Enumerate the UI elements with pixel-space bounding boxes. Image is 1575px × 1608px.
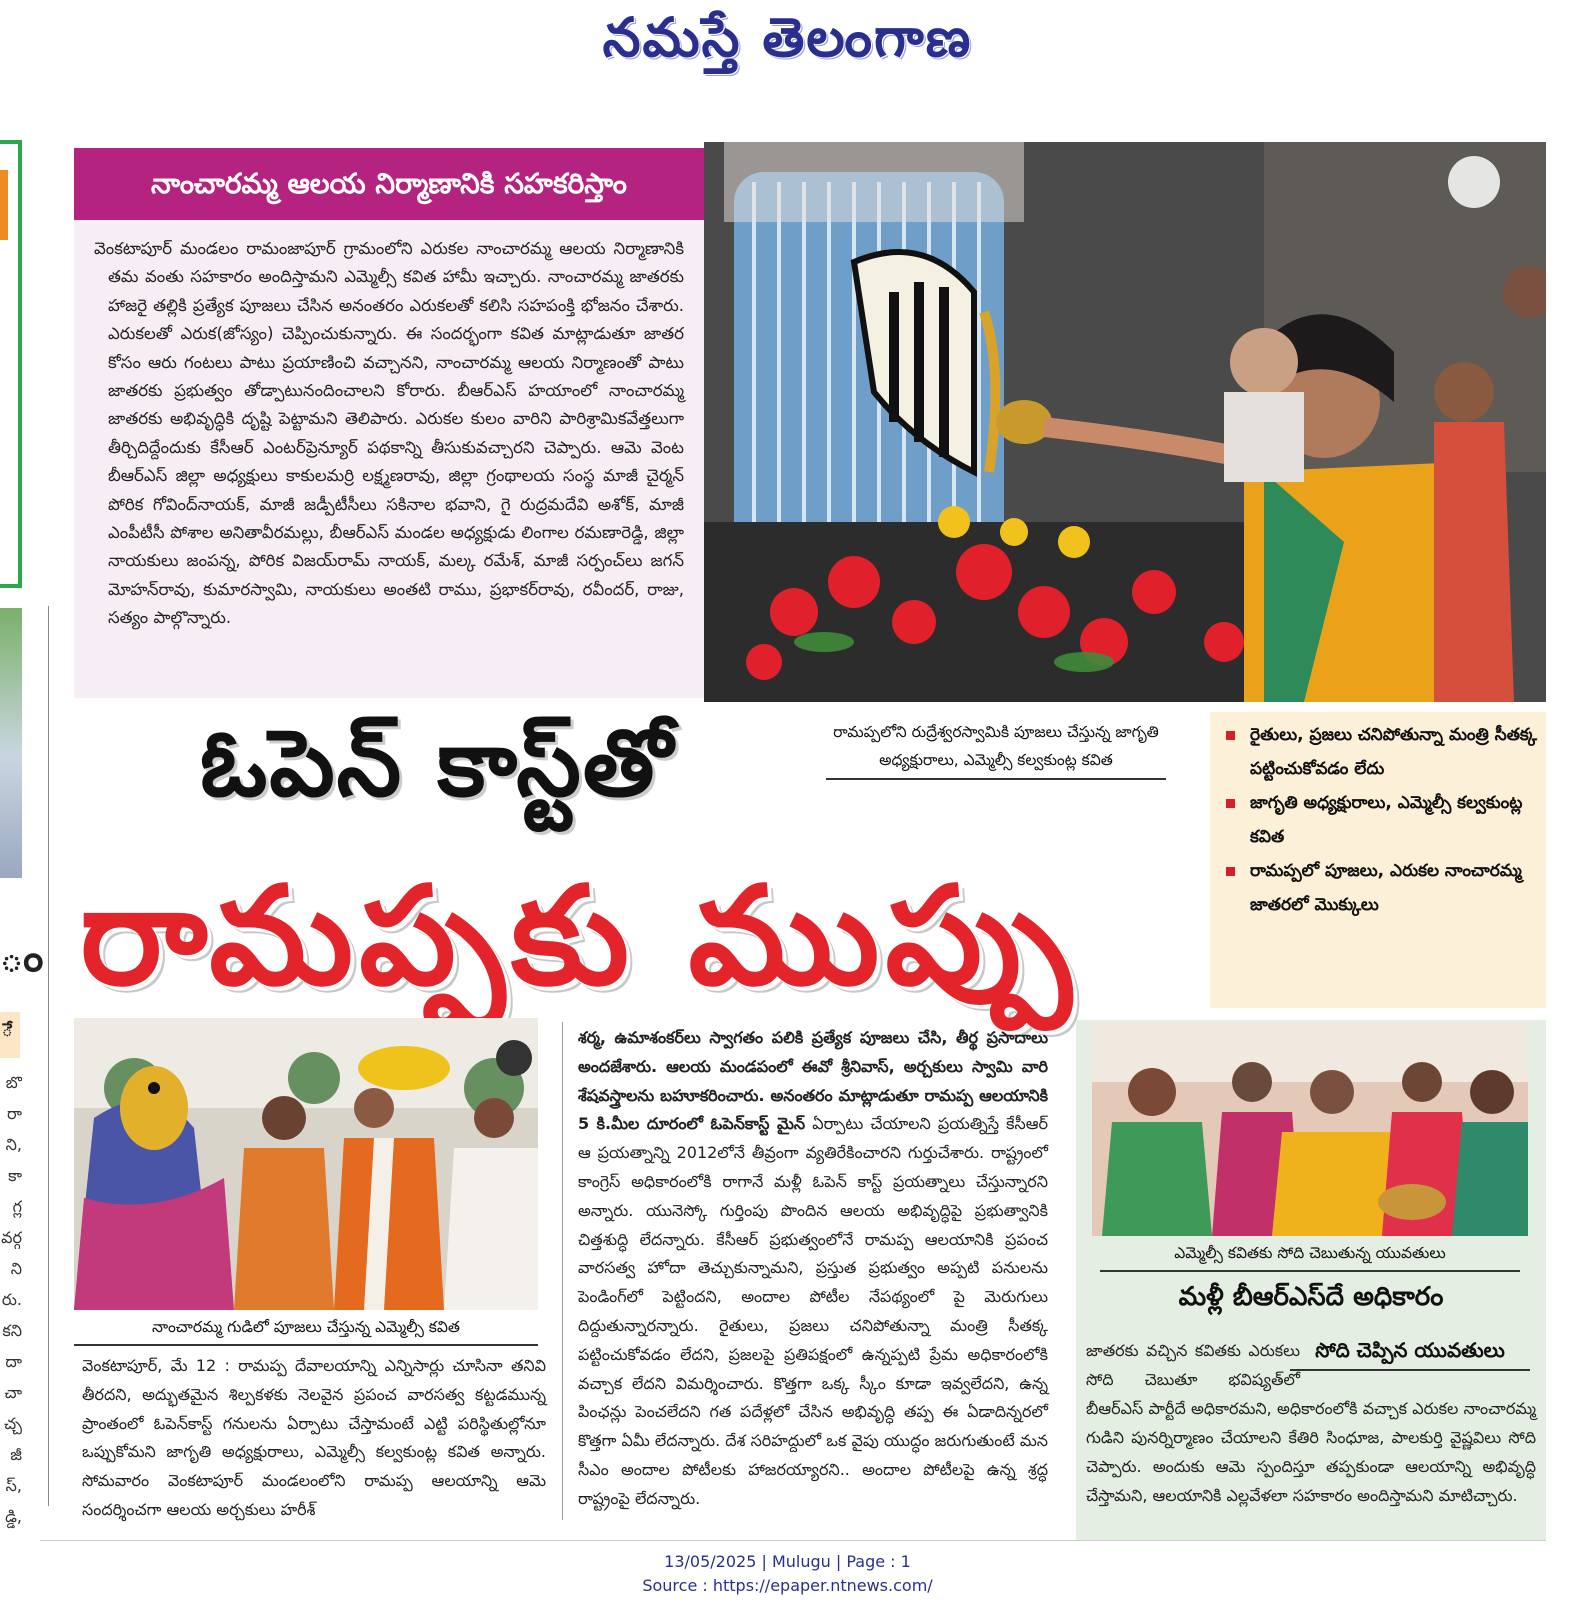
- highlight-item: [1222, 854, 1544, 922]
- nancharamma-photo-illustration: [74, 1018, 538, 1310]
- top-story-heading: నాంచారమ్మ ఆలయ నిర్మాణానికి సహకరిస్తాం: [74, 148, 704, 220]
- left-fragment: రు.: [1, 1290, 22, 1309]
- youth-photo-illustration: [1092, 1022, 1528, 1236]
- left-fragment: జీ: [10, 1445, 22, 1464]
- nancharamma-temple-photo: [74, 1018, 538, 1310]
- article-column-2: [578, 1024, 1048, 1514]
- left-fragment: చ్చ: [4, 1414, 22, 1433]
- left-photo-fragment: [0, 608, 22, 878]
- left-fragment: రా: [7, 1104, 22, 1123]
- left-fragment: స్,: [5, 1476, 22, 1495]
- left-fragment: బొ: [5, 1073, 22, 1092]
- left-fragment: వర్గ: [1, 1228, 22, 1247]
- youth-soothsaying-photo: [1092, 1022, 1528, 1236]
- article-column-2-body: ఏర్పాటు చేయాలని ప్రయత్నిస్తే కేసీఆర్ ఆ ప్రయత్నాన్ని 2012లోనే తీవ్రంగా వ్యతిరేకించారని గుర్తుచేశారు. రాష్ట్రంలో కాంగ్రెస్ అధికారంలోకి రాగానే మళ్లీ ఓపెన్ కాస్ట్ ప్రయత్నాలు చేస్తున్నారని అన్నారు. యునెస్కో గుర్తింపు పొందిన ఆలయ అభివృద్ధిపై ప్రభుత్వానికి చిత్తశుద్ధి లేదన్నారు. కేసీఆర్ ప్రభుత్వంలోనే రామప్ప ఆలయానికి ప్రపంచ వారసత్వ హోదా తెచ్చుకున్నామని, ప్రస్తుత ప్రభుత్వం అప్పటి పనులను పెండింగ్‌లో పెట్టిందని, అందాల పోటీల నేపథ్యంలో పై మెరుగులు దిద్దుతున్నారన్నారు. రైతులు, ప్రజలు చనిపోతున్నా మంత్రి సీతక్క పట్టించుకోవడం లేదని, ప్రజలపై ప్రతిపక్షంలో ఉన్నప్పటి ప్రేమ అధికారంలోకి వచ్చాక లేదని విమర్శించారు. కొత్తగా ఒక్క స్కీం కూడా ఇవ్వలేదని, ఉన్న పింఛన్లు పెంచలేదని గత పదేళ్లలో చేసిన అభివృద్ధి తప్ప ఈ ఏడాదిన్నరలో కొత్తగా ఏమీ లేదన్నారు. దేశ సరిహద్దులో ఒక వైపు యుద్ధం జరుగుతుంటే మన సీఎం అందాల పోటీలకు హాజరయ్యారని.. అందాల పోటీలపై ఉన్న శ్రద్ధ రాష్ట్రంపై లేదన్నారు.: [578, 1114, 1048, 1508]
- article-column-1: వెంకటాపూర్, మే 12 : రామప్ప దేవాలయాన్ని ఎన్నిసార్లు చూసినా తనివి తీరదని, అద్భుతమైన శిల్పకళకు నెలవైన ప్రపంచ వారసత్వ కట్టడమున్న ప్రాంతంలో ఓపెన్‌కాస్ట్ గనులను ఏర్పాటు చేస్తామంటే ఎట్టి పరిస్థితుల్లోనూ ఒప్పుకోమని జాగృతి అధ్యక్షురాలు, ఎమ్మెల్సీ కల్వకుంట్ల కవిత అన్నారు. సోమవారం వెంకటాపూర్ మండలంలోని రామప్ప ఆలయాన్ని ఆమె సందర్శించగా ఆలయ అర్చకులు హరీశ్: [82, 1356, 546, 1519]
- column-divider: [562, 1022, 563, 1520]
- highlight-item: [1222, 718, 1544, 786]
- left-column-divider: [48, 606, 49, 1506]
- left-fragment: ని: [10, 1259, 22, 1278]
- highlight-item: [1222, 786, 1544, 854]
- side-story-heading: మళ్లీ బీఆర్ఎస్‌దే అధికారం: [1178, 1282, 1444, 1312]
- bullet-icon: [1226, 731, 1235, 740]
- footer-source: Source : https://epaper.ntnews.com/: [642, 1576, 933, 1595]
- left-big-glyph: ం: [0, 935, 44, 981]
- bullet-icon: [1226, 867, 1235, 876]
- left-fragment: కా: [8, 1166, 22, 1185]
- left-fragment: గ్ల: [12, 1197, 22, 1216]
- highlight-text: జాగృతి అధ్యక్షురాలు, ఎమ్మెల్సీ కల్వకుంట్ల కవిత: [1250, 793, 1523, 847]
- left-fragment: దా: [5, 1352, 22, 1371]
- side-story-subheading: సోది చెప్పిన యువతులు: [1290, 1338, 1530, 1371]
- nancharamma-photo-caption: నాంచారమ్మ గుడిలో పూజలు చేస్తున్న ఎమ్మెల్సీ కవిత: [74, 1318, 538, 1346]
- temple-pooja-photo: [704, 142, 1546, 702]
- left-box-glyph: ే: [2, 1020, 13, 1041]
- bullet-icon: [1226, 799, 1235, 808]
- youth-photo-caption: ఎమ్మెల్సీ కవితకు సోది చెబుతున్న యువతులు: [1100, 1244, 1520, 1272]
- left-box-fragment: [0, 1012, 20, 1058]
- left-orange-strip: [0, 170, 8, 240]
- temple-photo-caption: రామప్పలోని రుద్రేశ్వరస్వామికి పూజలు చేస్తున్న జాగృతి అధ్యక్షురాలు, ఎమ్మెల్సీ కల్వకుంట్ల కవిత: [826, 718, 1166, 780]
- highlights-list: [1222, 718, 1544, 922]
- footer-date-page: 13/05/2025 | Mulugu | Page : 1: [664, 1552, 911, 1571]
- top-story-body: వెంకటాపూర్ మండలం రామంజాపూర్ గ్రామంలోని ఎరుకల నాంచారమ్మ ఆలయ నిర్మాణానికి తమ వంతు సహకారం అందిస్తామని ఎమ్మెల్సీ కవిత హామీ ఇచ్చారు. నాంచారమ్మ జాతరకు హాజరై తల్లికి ప్రత్యేక పూజలు చేసిన అనంతరం ఎరుకలతో కలిసి సహపంక్తి భోజనం చేశారు. ఎరుకలతో ఎరుక(జోస్యం) చెప్పించుకున్నారు. ఈ సందర్భంగా కవిత మాట్లాడుతూ జాతర కోసం ఆరు గంటలు పాటు ప్రయాణించి వచ్చానని, నాంచారమ్మ ఆలయ నిర్మాణంతో పాటు జాతరకు ప్రభుత్వం తోడ్పాటునందించాలని కోరారు. బీఆర్ఎస్ హయాంలో నాంచారమ్మ జాతరకు అభివృద్ధికి దృష్టి పెట్టామని తెలిపారు. ఎరుకల కులం వారిని పారిశ్రామికవేత్తలుగా తీర్చిదిద్దేందుకు కేసీఆర్ ఎంటర్‌ప్రెన్యూర్ పథకాన్ని తీసుకువచ్చారని చెప్పారు. ఆమె వెంట బీఆర్ఎస్ జిల్లా అధ్యక్షులు కాకులమర్రి లక్ష్మణరావు, జిల్లా గ్రంథాలయ సంస్థ మాజీ చైర్మన్ పోరిక గోవింద్‌నాయక్, మాజీ జడ్పీటీసీలు సకినాల భవాని, గై రుద్రమదేవి అశోక్, మాజీ ఎంపీటీసీ పోశాల అనితావీరమల్లు, బీఆర్ఎస్ మండల అధ్యక్షుడు లింగాల రమణారెడ్డి, జిల్లా నాయకులు జంపన్న, పోరిక విజయ్‌రామ్ నాయక్, మల్క రమేశ్, మాజీ సర్పంచ్‌లు జగన్ మోహన్‌రావు, కుమారస్వామి, నాయకులు అంతటి రాము, ప్రభాకర్‌రావు, రవీందర్, రాజు, సత్యం పాల్గొన్నారు.: [94, 239, 684, 628]
- masthead-title: నమస్తే తెలంగాణ: [602, 6, 973, 69]
- highlight-text: రామప్పలో పూజలు, ఎరుకల నాంచారమ్మ జాతరలో మొక్కులు: [1250, 861, 1522, 915]
- left-fragment: డ్డి,: [5, 1507, 22, 1526]
- headline-line-1: ఓపెన్ కాస్ట్‌తో: [200, 710, 675, 817]
- article-column-2-lead: శర్మ, ఉమాశంకర్‌లు స్వాగతం పలికి ప్రత్యేక పూజలు చేసి, తీర్థ ప్రసాదాలు అందజేశారు. ఆలయ మండపంలో ఈవో శ్రీనివాస్, అర్చకులు స్వామి వారి శేషవస్త్రాలను బహూకరించారు. అనంతరం మాట్లాడుతూ రామప్ప ఆలయానికి 5 కి.మీల దూరంలో ఓపెన్‌కాస్ట్ మైన్: [578, 1028, 1048, 1134]
- left-fragment: కని: [2, 1321, 22, 1340]
- left-fragment: చా: [4, 1383, 22, 1402]
- headline-line-2: రామప్పకు ముప్పు: [80, 858, 1078, 1016]
- left-fragment: ని,: [5, 1135, 22, 1154]
- side-story-text: జాతరకు వచ్చిన కవితకు ఎరుకలు సోది చెబుతూ భవిష్యత్‌లో బీఆర్ఎస్ పార్టీదే అధికారమని, అధికారంలోకి వచ్చాక ఎరుకల నాంచారమ్మ గుడిని పునర్నిర్మాణం చేయాలని కేతిరి సింధూజ, పాలకుర్తి వైష్ణవిలు సోది చెప్పారు. అందుకు ఆమె స్పందిస్తూ తప్పకుండా ఆలయాన్ని అభివృద్ధి చేస్తామని, ఆలయానికి ఎల్లవేళలా సహకారం అందిస్తామని మాటిచ్చారు.: [1086, 1341, 1536, 1505]
- temple-photo-illustration: [704, 142, 1546, 702]
- highlight-text: రైతులు, ప్రజలు చనిపోతున్నా మంత్రి సీతక్క పట్టించుకోవడం లేదు: [1250, 725, 1538, 779]
- footer-rule: [40, 1540, 1546, 1541]
